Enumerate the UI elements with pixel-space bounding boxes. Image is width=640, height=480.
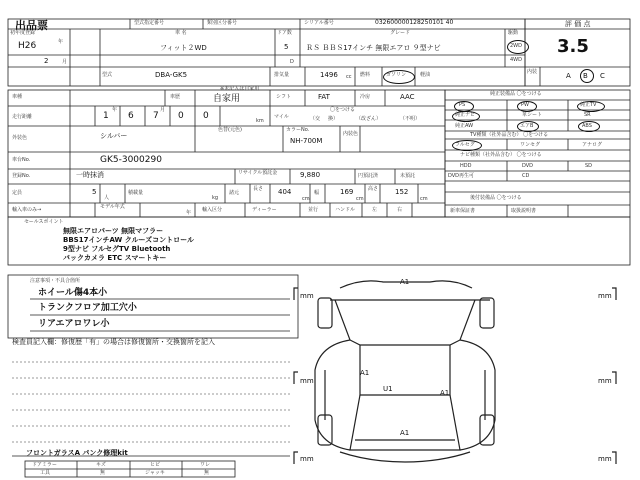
meter-opt-3: （改ざん） [356, 116, 382, 122]
import-opt-parallel: 並行 [308, 207, 319, 213]
import-opt-handle: ハンドル [335, 207, 356, 213]
windshield-note: フロントガラスA パンク修理kit [26, 449, 128, 457]
legend-jack: ジャッキ [145, 470, 165, 476]
month-value: 2 [44, 57, 49, 65]
equip-leather: 革シート [522, 112, 543, 118]
label-serial: シリアル番号 [304, 20, 334, 26]
label-car-name: 車 名 [175, 30, 187, 36]
import-opt-left: 左 [372, 207, 378, 213]
tv-oneseg: ワンセグ [520, 142, 541, 148]
label-score: 評 価 点 [565, 20, 591, 28]
label-doors: ドア数 [277, 30, 292, 36]
navi-sd: SD [585, 163, 593, 169]
legend-tools: 工具 [40, 470, 51, 476]
recycle-status-unpaid: 未預託 [400, 173, 416, 179]
legend-scratch: キズ [96, 462, 106, 468]
mileage-year: 年 [112, 107, 118, 113]
model-year-unit: 年 [186, 210, 192, 216]
equipment-title: 純正装備品 〇をつける [490, 91, 542, 97]
navi-hdd: HDD [460, 163, 472, 169]
meter-circle-note: 〇をつける [330, 107, 356, 113]
dvd-playback: DVD再生可 [448, 173, 475, 179]
mark-center: U1 [383, 385, 393, 393]
after-warranty: 新車保証書 [450, 208, 476, 214]
mm-label-3: mm [300, 377, 314, 385]
type-value: DBA-GK5 [155, 71, 188, 79]
length-unit: cm [302, 196, 310, 202]
equip-abs: ABS [582, 123, 592, 129]
mileage-digit-5: 0 [203, 111, 209, 121]
recycle-status-paid: 円預託済 [358, 173, 379, 179]
label-import-type: 輸入区分 [202, 207, 223, 213]
ac-value: AAC [400, 93, 415, 101]
shift-value: FAT [318, 93, 330, 101]
mileage-digit-2: 6 [128, 111, 134, 121]
label-mileage: 走行距離 [12, 114, 33, 120]
mm-label-5: mm [300, 455, 314, 463]
meter-opt-4: （不明） [400, 116, 421, 122]
color-code: NH-700M [290, 137, 323, 145]
recycle-value: 9,880 [300, 171, 321, 179]
chassis-value: GK5-3000290 [100, 155, 162, 165]
length-value: 404 [278, 188, 292, 196]
mark-right: A1 [440, 389, 450, 397]
label-fuel: 燃料 [360, 72, 371, 78]
equip-airbag: エアB [520, 123, 534, 129]
note-line-2: トランクフロア加工穴小 [38, 303, 137, 313]
drive-4wd: 4WD [510, 57, 522, 63]
mm-label-1: mm [300, 292, 314, 300]
serial-value: 032600000128250101 40 [375, 19, 454, 26]
equip-tv: 純正TV [580, 102, 597, 108]
mark-rear: A1 [400, 429, 410, 437]
sales-line-4: バックカメラ ETC スマートキー [63, 254, 167, 262]
year-unit: 年 [58, 39, 64, 45]
tv-fullseg: フルセグ [455, 142, 475, 148]
note-line-3: リアエアロワレ小 [38, 319, 110, 329]
displacement-value: 1496 [320, 71, 338, 79]
year-era: H26 [18, 41, 37, 51]
label-drive: 駆動 [508, 30, 519, 36]
fuel-light: 軽油 [420, 72, 431, 78]
door-count: 5 [284, 43, 289, 51]
registration-value: 一時抹消 [76, 171, 104, 179]
door-unit: D [290, 59, 294, 65]
label-grade: グレード [390, 30, 411, 36]
label-capacity: 定員 [12, 190, 23, 196]
mm-label-6: mm [598, 455, 612, 463]
after-manual: 取扱説明書 [511, 208, 537, 214]
sales-line-2: BBS17インチAW クルーズコントロール [63, 236, 195, 244]
drive-2wd: 2WD [510, 43, 522, 49]
exterior-color: シルバー [100, 132, 128, 140]
label-type: 型式 [102, 72, 113, 78]
label-exterior-color: 外装色 [12, 135, 28, 141]
equip-pw: PW [521, 102, 529, 108]
sales-points-label: セールスポイント [24, 219, 64, 225]
mark-front: A1 [400, 278, 410, 286]
sales-line-1: 無限エアロパーツ 無限マフラー [63, 227, 164, 235]
label-import: 輸入車のみ→ [12, 207, 42, 213]
label-height: 高さ [368, 186, 379, 192]
sales-line-3: 9型ナビ フルセグTV Bluetooth [63, 245, 171, 253]
mm-label-4: mm [598, 377, 612, 385]
label-exhibit-no: 型式指定番号 [134, 20, 165, 26]
label-use: 車歴 [170, 94, 181, 100]
label-shift: シフト [276, 94, 292, 100]
mark-left: A1 [360, 369, 370, 377]
width-value: 169 [340, 188, 354, 196]
label-original-color: 色替(元色) [218, 127, 242, 133]
label-interior-color: 内装色 [343, 131, 359, 137]
equip-sr: SR [584, 112, 591, 118]
label-width: 幅 [314, 190, 320, 196]
label-dimensions: 諸元 [229, 190, 240, 196]
fuel-value: ガソリン [386, 72, 407, 78]
import-opt-right: 右 [397, 207, 403, 213]
navi-type-title: ナビ種類（社外品含む） 〇をつける [460, 152, 542, 158]
label-registration: 登録No. [12, 173, 31, 179]
label-model-year: モデル年式 [100, 204, 125, 210]
mm-label-2: mm [598, 292, 612, 300]
tv-analog: アナログ [582, 142, 603, 148]
mileage-digit-4: 0 [178, 111, 184, 121]
label-color-code: カラーNo. [286, 127, 310, 133]
car-diagram [294, 278, 616, 464]
meter-opt-2: 換） [328, 116, 339, 122]
inspector-note: 検査員記入欄：修復歴「有」の場合は修復箇所・交換箇所を記入 [12, 338, 215, 346]
mileage-digit-1: 1 [103, 111, 109, 121]
month-unit: 月 [62, 59, 68, 65]
capacity-value: 5 [92, 188, 97, 196]
legend-jack-none: 無 [204, 470, 210, 476]
tv-type-title: TV種類（社外品含む） 〇をつける [470, 132, 549, 138]
label-load: 積載量 [128, 190, 144, 196]
interior-grade-c: C [600, 72, 605, 80]
meter-opt-1: （交 [310, 116, 321, 122]
label-category-no: 類別区分番号 [207, 20, 238, 26]
use-value: 自家用 [213, 94, 241, 104]
equip-aw: 純正AW [455, 123, 474, 129]
legend-door-mirror: ドアミラー [32, 462, 57, 468]
height-unit: cm [420, 196, 428, 202]
cd-label: CD [522, 173, 530, 179]
car-name: フィット２WD [160, 44, 207, 52]
capacity-unit: 人 [104, 195, 110, 201]
height-value: 152 [395, 188, 409, 196]
import-opt-dealer: ディーラー [252, 207, 277, 213]
note-private: ※未記入は自家用 [220, 86, 260, 92]
equip-ps: PS [459, 102, 466, 108]
label-interior: 内装 [527, 69, 538, 75]
label-ac: 冷房 [360, 94, 371, 100]
mileage-unit: km [256, 118, 264, 124]
score-value: 3.5 [557, 36, 589, 57]
equip-navi: 純正ナビ [455, 112, 476, 118]
load-unit: kg [212, 195, 219, 201]
label-recycle: リサイクル預託金 [238, 170, 278, 176]
label-meter: マイル [274, 114, 289, 120]
width-unit: cm [356, 196, 364, 202]
label-displacement: 排気量 [274, 72, 290, 78]
legend-tools-none: 無 [100, 470, 106, 476]
mileage-digit-3: 7 [153, 111, 159, 121]
legend-break: ワレ [200, 462, 211, 468]
mileage-month: 月 [160, 107, 166, 113]
form-title: 出品票 [15, 19, 48, 32]
after-equipment-title: 後付装備品 〇をつける [470, 195, 522, 201]
note-line-1: ホイール傷4本小 [38, 288, 108, 298]
displacement-unit: cc [346, 74, 352, 80]
label-vehicle-kind: 車種 [12, 94, 23, 100]
notes-label: 注意事項・不具合箇所 [30, 278, 81, 284]
label-length: 長さ [253, 186, 264, 192]
interior-grade-a: A [566, 72, 571, 80]
navi-dvd: DVD [522, 163, 534, 169]
label-first-year: 初年度登録 [10, 30, 36, 36]
interior-grade-b: B [583, 72, 588, 80]
label-chassis: 車台No. [12, 157, 31, 163]
legend-crack: ヒビ [150, 462, 161, 468]
grade-value: ＲＳ ＢＢＳ17インチ 無限エアロ ９型ナビ [306, 44, 441, 52]
